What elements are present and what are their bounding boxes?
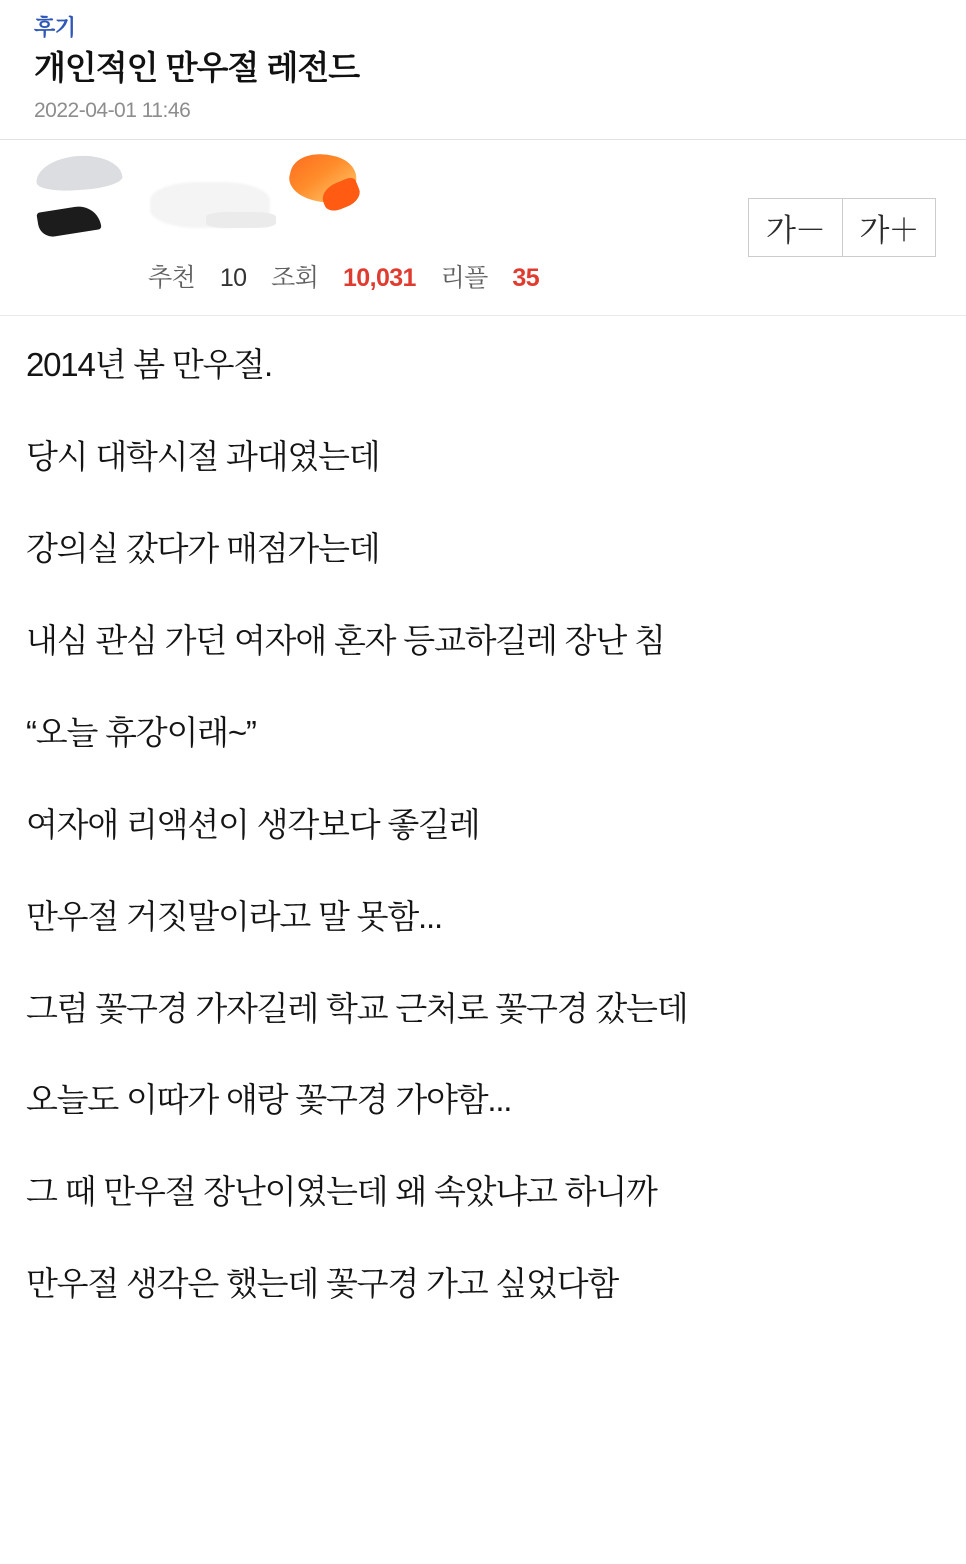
content-paragraph: 그 때 만우절 장난이였는데 왜 속았냐고 하니까 [26, 1173, 657, 1211]
content-paragraph: “오늘 휴강이래~” [26, 713, 256, 751]
post-meta-strip [0, 140, 966, 316]
font-increase-button[interactable]: 가＋ [842, 199, 935, 256]
content-paragraph: 여자애 리액션이 생각보다 좋길레 [26, 805, 480, 843]
post-timestamp: 2022-04-01 11:46 [34, 99, 191, 123]
post-header [0, 0, 966, 140]
content-paragraph: 강의실 갔다가 매점가는데 [26, 530, 380, 568]
thumbnail-shape-black-icon [36, 204, 101, 239]
font-decrease-button[interactable]: 가－ [749, 199, 842, 256]
post-content [0, 316, 966, 1307]
page-title: 개인적인 만우절 레전드 [34, 48, 360, 86]
replies-count: 35 [512, 264, 540, 293]
replies-label: 리플 [440, 264, 488, 293]
content-paragraph: 만우절 생각은 했는데 꽃구경 가고 싶었다함 [26, 1265, 619, 1303]
content-paragraph: 그럼 꽃구경 가자길레 학교 근처로 꽃구경 갔는데 [26, 989, 688, 1027]
recommend-count: 10 [219, 264, 247, 293]
post-stats [148, 258, 539, 294]
content-paragraph: 오늘도 이따가 얘랑 꽃구경 가야함... [26, 1081, 512, 1119]
recommend-label: 추천 [148, 264, 196, 293]
content-paragraph: 2014년 봄 만우절. [26, 346, 272, 384]
content-paragraph: 내심 관심 가던 여자애 혼자 등교하길레 장난 침 [26, 622, 665, 660]
thumbnail-shape-light2-icon [206, 212, 276, 228]
author-thumbnail-image [30, 154, 380, 264]
font-size-controls [748, 198, 936, 257]
views-label: 조회 [271, 264, 319, 293]
views-count: 10,031 [342, 264, 416, 293]
thumbnail-shape-gray-icon [35, 154, 123, 193]
content-paragraph: 당시 대학시절 과대였는데 [26, 438, 380, 476]
post-category-tag[interactable]: 후기 [34, 15, 76, 40]
content-paragraph: 만우절 거짓말이라고 말 못함... [26, 897, 442, 935]
